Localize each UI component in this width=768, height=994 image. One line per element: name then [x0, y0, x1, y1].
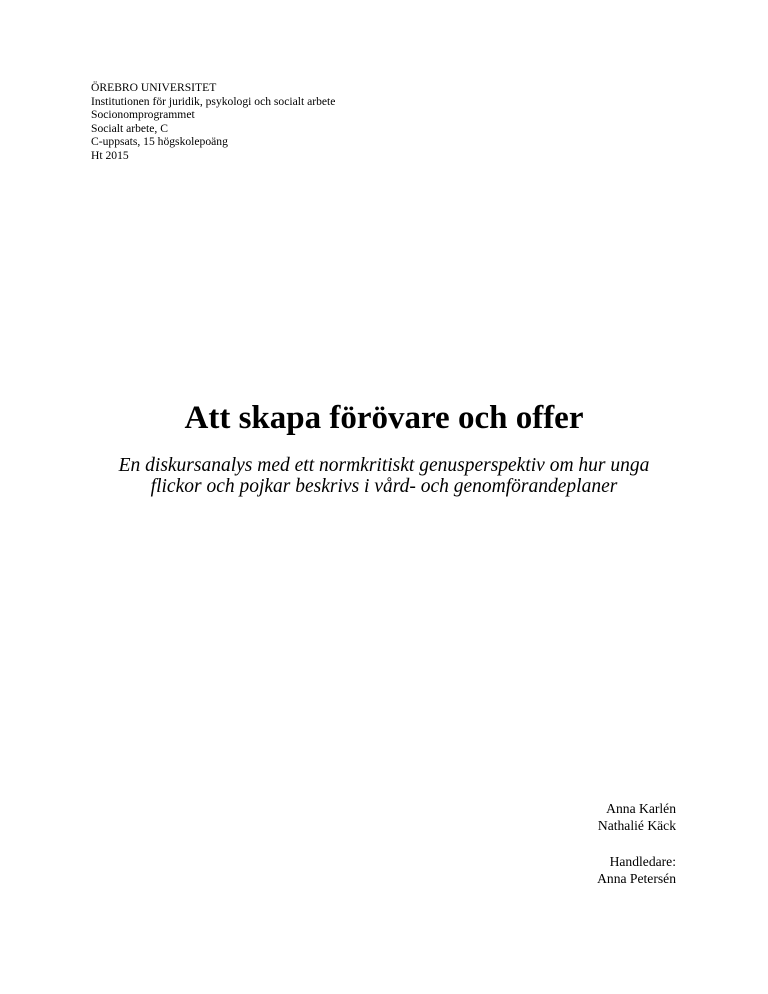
- thesis-subtitle: [60, 455, 708, 497]
- institution-header: [91, 81, 511, 163]
- authors: [376, 800, 676, 834]
- author-name: Nathalié Käck: [597, 818, 676, 833]
- supervisor: [376, 853, 676, 887]
- supervisor-name: Anna Petersén: [597, 871, 676, 886]
- thesis-title: Att skapa förövare och offer: [184, 400, 584, 436]
- department-name: Institutionen för juridik, psykologi och socialt arbete: [91, 94, 336, 108]
- subtitle-line-2: flickor och pojkar beskrivs i vård- och genomförandeplaner: [150, 476, 618, 497]
- program-name: Socionomprogrammet: [91, 108, 195, 122]
- university-name: ÖREBRO UNIVERSITET: [91, 81, 217, 94]
- term: Ht 2015: [91, 148, 129, 162]
- thesis-type: C-uppsats, 15 högskolepoäng: [91, 135, 228, 149]
- subtitle-line-1: En diskursanalys med ett normkritiskt genusperspektiv om hur unga: [118, 455, 650, 476]
- title-block: [60, 398, 708, 497]
- author-name: Anna Karlén: [606, 801, 676, 816]
- course-name: Socialt arbete, C: [91, 121, 168, 135]
- supervisor-label: Handledare:: [609, 854, 676, 869]
